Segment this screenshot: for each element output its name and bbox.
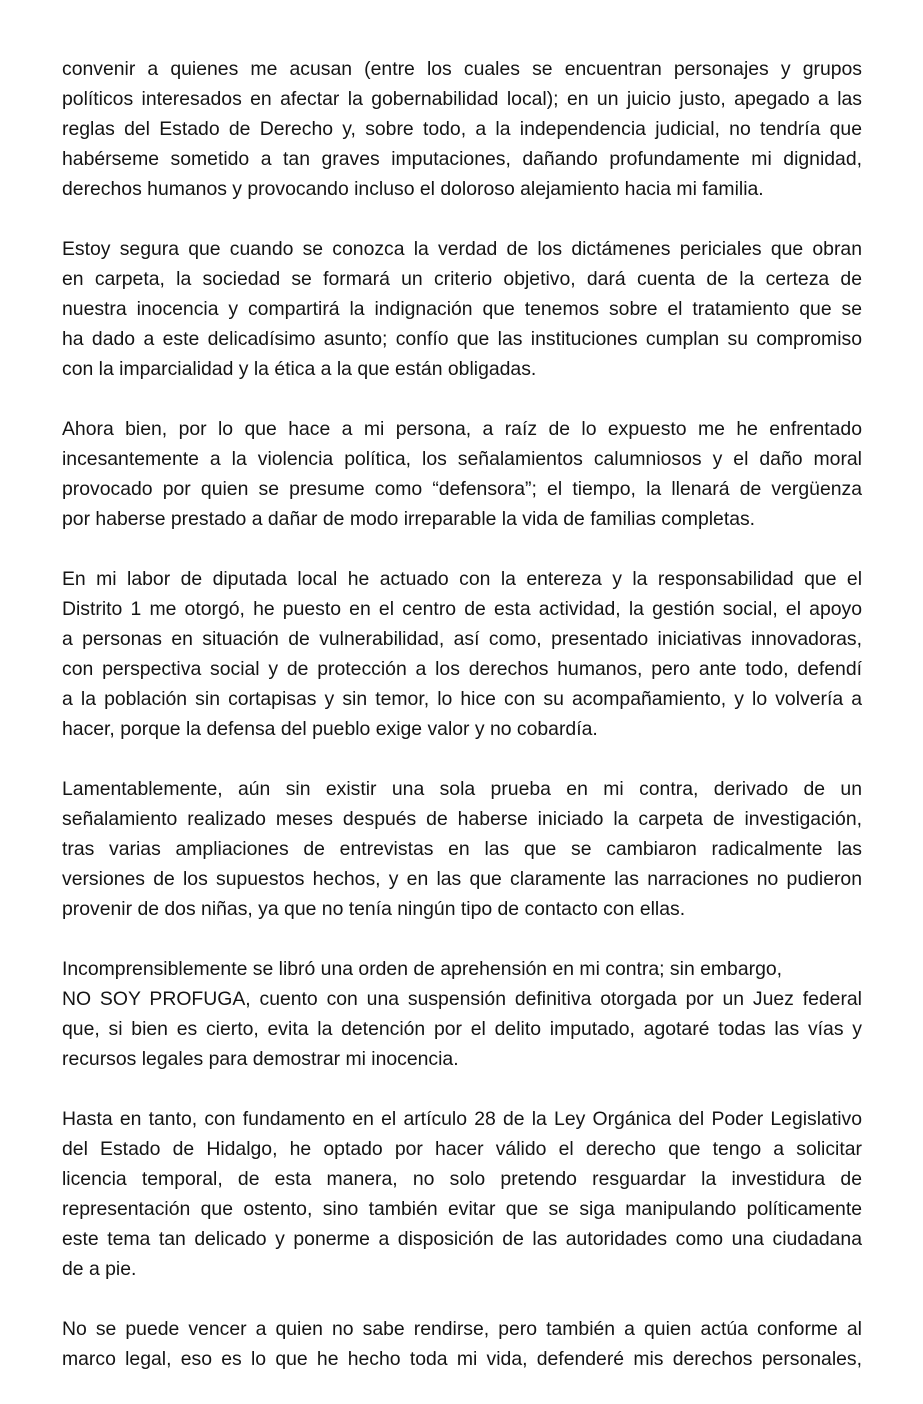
text-line: provocado por quien se presume como “defensora”; el tiempo, la llenará de vergüenza: [62, 478, 862, 500]
text-line: en carpeta, la sociedad se formará un criterio objetivo, dará cuenta de la certeza de: [62, 268, 862, 290]
text-line: nuestra inocencia y compartirá la indignación que tenemos sobre el tratamiento que se: [62, 298, 862, 320]
text-line: Hasta en tanto, con fundamento en el artículo 28 de la Ley Orgánica del Poder Legislativo: [62, 1108, 862, 1130]
text-line: ha dado a este delicadísimo asunto; confío que las instituciones cumplan su compromiso: [62, 328, 862, 350]
text-line: Estoy segura que cuando se conozca la verdad de los dictámenes periciales que obran: [62, 238, 862, 260]
text-line: políticos interesados en afectar la gobernabilidad local); en un juicio justo, apegado a las: [62, 88, 862, 110]
text-line: con perspectiva social y de protección a los derechos humanos, pero ante todo, defendí: [62, 658, 862, 680]
text-line: representación que ostento, sino también evitar que se siga manipulando políticamente: [62, 1198, 862, 1220]
text-line: Ahora bien, por lo que hace a mi persona, a raíz de lo expuesto me he enfrentado: [62, 418, 862, 440]
text-line: por haberse prestado a dañar de modo irreparable la vida de familias completas.: [62, 508, 756, 530]
paragraph-6: [62, 954, 862, 1074]
text-line: licencia temporal, de esta manera, no solo pretendo resguardar la investidura de: [62, 1168, 862, 1190]
text-line: versiones de los supuestos hechos, y en las que claramente las narraciones no pudieron: [62, 868, 862, 890]
text-line: provenir de dos niñas, ya que no tenía ningún tipo de contacto con ellas.: [62, 898, 686, 920]
text-line: del Estado de Hidalgo, he optado por hacer válido el derecho que tengo a solicitar: [62, 1138, 862, 1160]
paragraph-5: [62, 774, 862, 924]
text-line: NO SOY PROFUGA, cuento con una suspensión definitiva otorgada por un Juez federal: [62, 988, 862, 1010]
text-line: hacer, porque la defensa del pueblo exige valor y no cobardía.: [62, 718, 598, 740]
paragraph-4: [62, 564, 862, 744]
text-line: En mi labor de diputada local he actuado con la entereza y la responsabilidad que el: [62, 568, 862, 590]
text-line: tras varias ampliaciones de entrevistas en las que se cambiaron radicalmente las: [62, 838, 862, 860]
text-line: derechos humanos y provocando incluso el doloroso alejamiento hacia mi familia.: [62, 178, 764, 200]
text-line: incesantemente a la violencia política, los señalamientos calumniosos y el daño moral: [62, 448, 862, 470]
text-line: recursos legales para demostrar mi inocencia.: [62, 1048, 459, 1070]
paragraph-2: [62, 234, 862, 384]
text-line: que, si bien es cierto, evita la detención por el delito imputado, agotaré todas las vías y: [62, 1018, 862, 1040]
paragraph-8: [62, 1314, 862, 1374]
text-line: señalamiento realizado meses después de haberse iniciado la carpeta de investigación,: [62, 808, 862, 830]
text-line: Incomprensiblemente se libró una orden de aprehensión en mi contra; sin embargo,: [62, 958, 783, 980]
text-line: No se puede vencer a quien no sabe rendirse, pero también a quien actúa conforme al: [62, 1318, 862, 1340]
paragraph-1: [62, 54, 862, 204]
text-line: Distrito 1 me otorgó, he puesto en el centro de esta actividad, la gestión social, el apoyo: [62, 598, 862, 620]
text-line: Lamentablemente, aún sin existir una sola prueba en mi contra, derivado de un: [62, 778, 862, 800]
text-line: a la población sin cortapisas y sin temor, lo hice con su acompañamiento, y lo volvería a: [62, 688, 862, 710]
document-page: [62, 54, 862, 1404]
text-line: marco legal, eso es lo que he hecho toda mi vida, defenderé mis derechos personales,: [62, 1348, 862, 1370]
text-line: de a pie.: [62, 1258, 137, 1280]
paragraph-7: [62, 1104, 862, 1284]
text-line: con la imparcialidad y la ética a la que están obligadas.: [62, 358, 537, 380]
text-line: habérseme sometido a tan graves imputaciones, dañando profundamente mi dignidad,: [62, 148, 862, 170]
text-line: a personas en situación de vulnerabilidad, así como, presentado iniciativas innovadoras,: [62, 628, 862, 650]
paragraph-3: [62, 414, 862, 534]
text-line: este tema tan delicado y ponerme a disposición de las autoridades como una ciudadana: [62, 1228, 862, 1250]
text-line: reglas del Estado de Derecho y, sobre todo, a la independencia judicial, no tendría que: [62, 118, 862, 140]
text-line: convenir a quienes me acusan (entre los cuales se encuentran personajes y grupos: [62, 58, 862, 80]
